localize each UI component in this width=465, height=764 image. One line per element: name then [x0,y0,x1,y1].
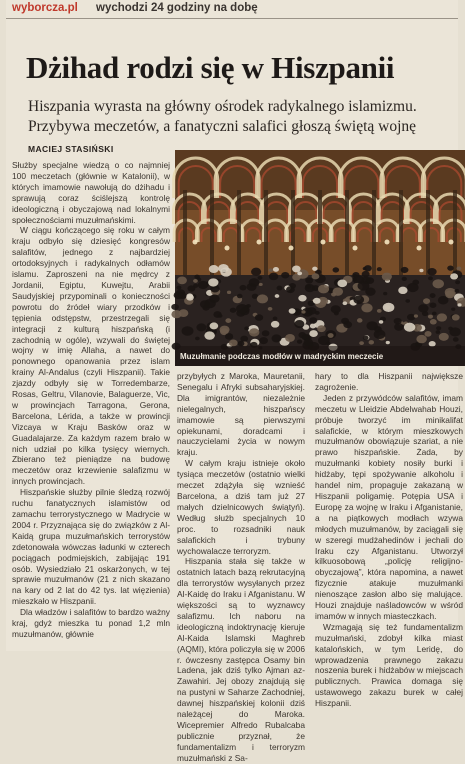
body-paragraph: W całym kraju istnieje około tysiąca meczetów (ostatnio wielki meczet zdążyła się wznieść Barcelona, a dziś tam już 27 małych dzielnicowych świątyń). Według służb specjalnych 10 proc. to rozsadniki nauk salafickich i trybuny wychowalacze terroryzm. [177,458,305,556]
newspaper-page [6,0,463,763]
site-name[interactable]: wyborcza.pl [12,2,78,14]
body-paragraph: przybyłych z Maroka, Mauretanii, Senegalu i Afryki subsaharyjskiej. Dla imigrantów, niezależnie nielegalnych, hiszpańscy imamowie są pierwszymi opiekunami, doradcami i nauczycielami życia w nowym kraju. [177,371,305,458]
article-headline: Dżihad rodzi się w Hiszpanii [26,50,395,85]
article-photo [175,150,465,366]
mosque-photo-graphic [175,150,465,366]
deck-line-2: Przybywa meczetów, a fanatyczni salafici głoszą świętą wojnę [28,118,417,135]
body-paragraph: Dla władzów i salafitów to bardzo ważny kraj, gdyż mieszka tu ponad 1,2 mln muzułmanów, głównie [12,607,170,639]
deck-line-1: Hiszpania wyrasta na główny ośrodek radykalnego islamizmu. [28,98,417,115]
body-paragraph: Wzmagają się też fundamentalizm muzułmański, zdobył kilka miast katalońskich, w tym Leridę, do wprowadzenia prawnego zakazu noszenia burek i hidżabów w miejscach publicznych. Prawica domaga się ustawowego zakazu burek w całej Hiszpanii. [315,621,463,709]
masthead-tagline: wychodzi 24 godziny na dobę [96,2,258,14]
body-column-2 [177,371,305,763]
photo-caption: Muzułmanie podczas modłów w madryckim meczecie [180,352,384,361]
body-paragraph: Służby specjalne wiedzą o co najmniej 100 meczetach (głównie w Katalonii), w których imamowie nawołują do dżihadu i sprawują coraz ściślejszą kontrolę ideologiczną i obyczajową nad lokalnymi społecznościami muzułmańskimi. [12,160,170,225]
masthead-strip [6,0,458,18]
article-byline: MACIEJ STASIŃSKI [28,144,114,154]
body-column-1 [12,160,170,650]
body-column-3 [315,371,463,709]
body-paragraph: Hiszpania stała się także w ostatnich latach bazą rekrutacyjną dla terrorystów wysyłanych przez Al-Kaidę do Iraku i Afganistanu. W większości są to wyznawcy salafizmu. Ich naboru na ideologiczną indoktrynację kieruje Al-Kaida Islamski Maghreb (AQMI), która policzyła się w 2006 r. ówczesny zastępca Osamy bin Ladena, jak dziś tylko Ajman az-Zawahiri. Jej obozy znajdują się na pustyni w Saharze Zachodniej, dawnej hiszpańskiej kolonii dziś należącej do Maroka. Wicepremier Alfredo Rubalcaba publicznie przyznał, że fundamentalizm i terroryzm muzułmański z Sa- [177,556,305,763]
body-paragraph: W ciągu kończącego się roku w całym kraju odbyło się dziesięć kongresów salafitów, jednego z najbardziej ortodoksyjnych i radykalnych odłamów islamu. Zaproszeni na nie mędrcy z Jordanii, Egiptu, Kuwejtu, Arabii Saudyjskiej przypominali o konieczności powrotu do źródeł wiary przodków i tępienia odstępstw, przestrzegali się integracji z kulturą hiszpańską (i zachodnią w ogóle), wzywali do świętej wojny w imię Allaha, a nawet do ponownego opanowania przez islam krainy Al-Andalus (czyli Hiszpanii). Takie zjazdy odbyły się w Torredembarze, Rosas, Geltru, Vilanovie, Balaguerze, Vic, w prowincjach Tarragona, Gerona, Barcelona, Lérida, a także w prowincji Vizcaya w Kraju Basków oraz w Guadalajarze. Za każdym razem brało w nich udział po kilka tysięcy wiernych. Zbierano też pieniądze na budowę meczetów oraz krzewienie salafizmu w innych prowincjach. [12,225,170,487]
body-paragraph: Jeden z przywódców salafitów, imam meczetu w Lleidzie Abdelwahab Houzi, próbuje tworzyć im minikalifat salafickie, w którym mieszkowych muzułmanów obowiązuje szariat, a nie prawo hiszpańskie. Żada, by muzułmanki kobiety nosiły burki i hidżaby, tępi spożywanie alkoholu i handel nim, propaguje zakazaną w Hiszpanii poligamię. Potępia USA i Europę za wojnę w Iraku i Afganistanie, a na piątkowych modłach wzywa młodych muzułmanów, by zaciągali się w szeregi mudżahedinów i jechali do Iraku czy Afganistanu. Utworzył kilkuosobową „policję religijno-obyczajową”, która napomina, a nawet fizycznie atakuje muzułmanki nienoszące zasłon albo się malujące. Houzi znajduje naśladowców w wśród imamów w innych miasteczkach. [315,392,463,621]
body-paragraph: hary to dla Hiszpanii największe zagrożenie. [315,371,463,392]
body-paragraph: Hiszpańskie służby pilnie śledzą rozwój ruchu fanatycznych islamistów od zamachu terrorystycznego w Madrycie w 2004 r. Przyznająca się do związków z Al-Kaidą grupa muzułmańskich terrorystów zdetonowała wówczas ładunki w czterech pociągach podmiejskich, zabijając 191 osób. Wysiedziało 21 oskarżonych, w tej sprawie muzułmanów (21 z nich skazano na kary od 2 lat do 42 tys. lat więzienia) mieszkało w Hiszpanii. [12,487,170,607]
masthead-rule [6,18,458,19]
article-deck [28,97,458,137]
